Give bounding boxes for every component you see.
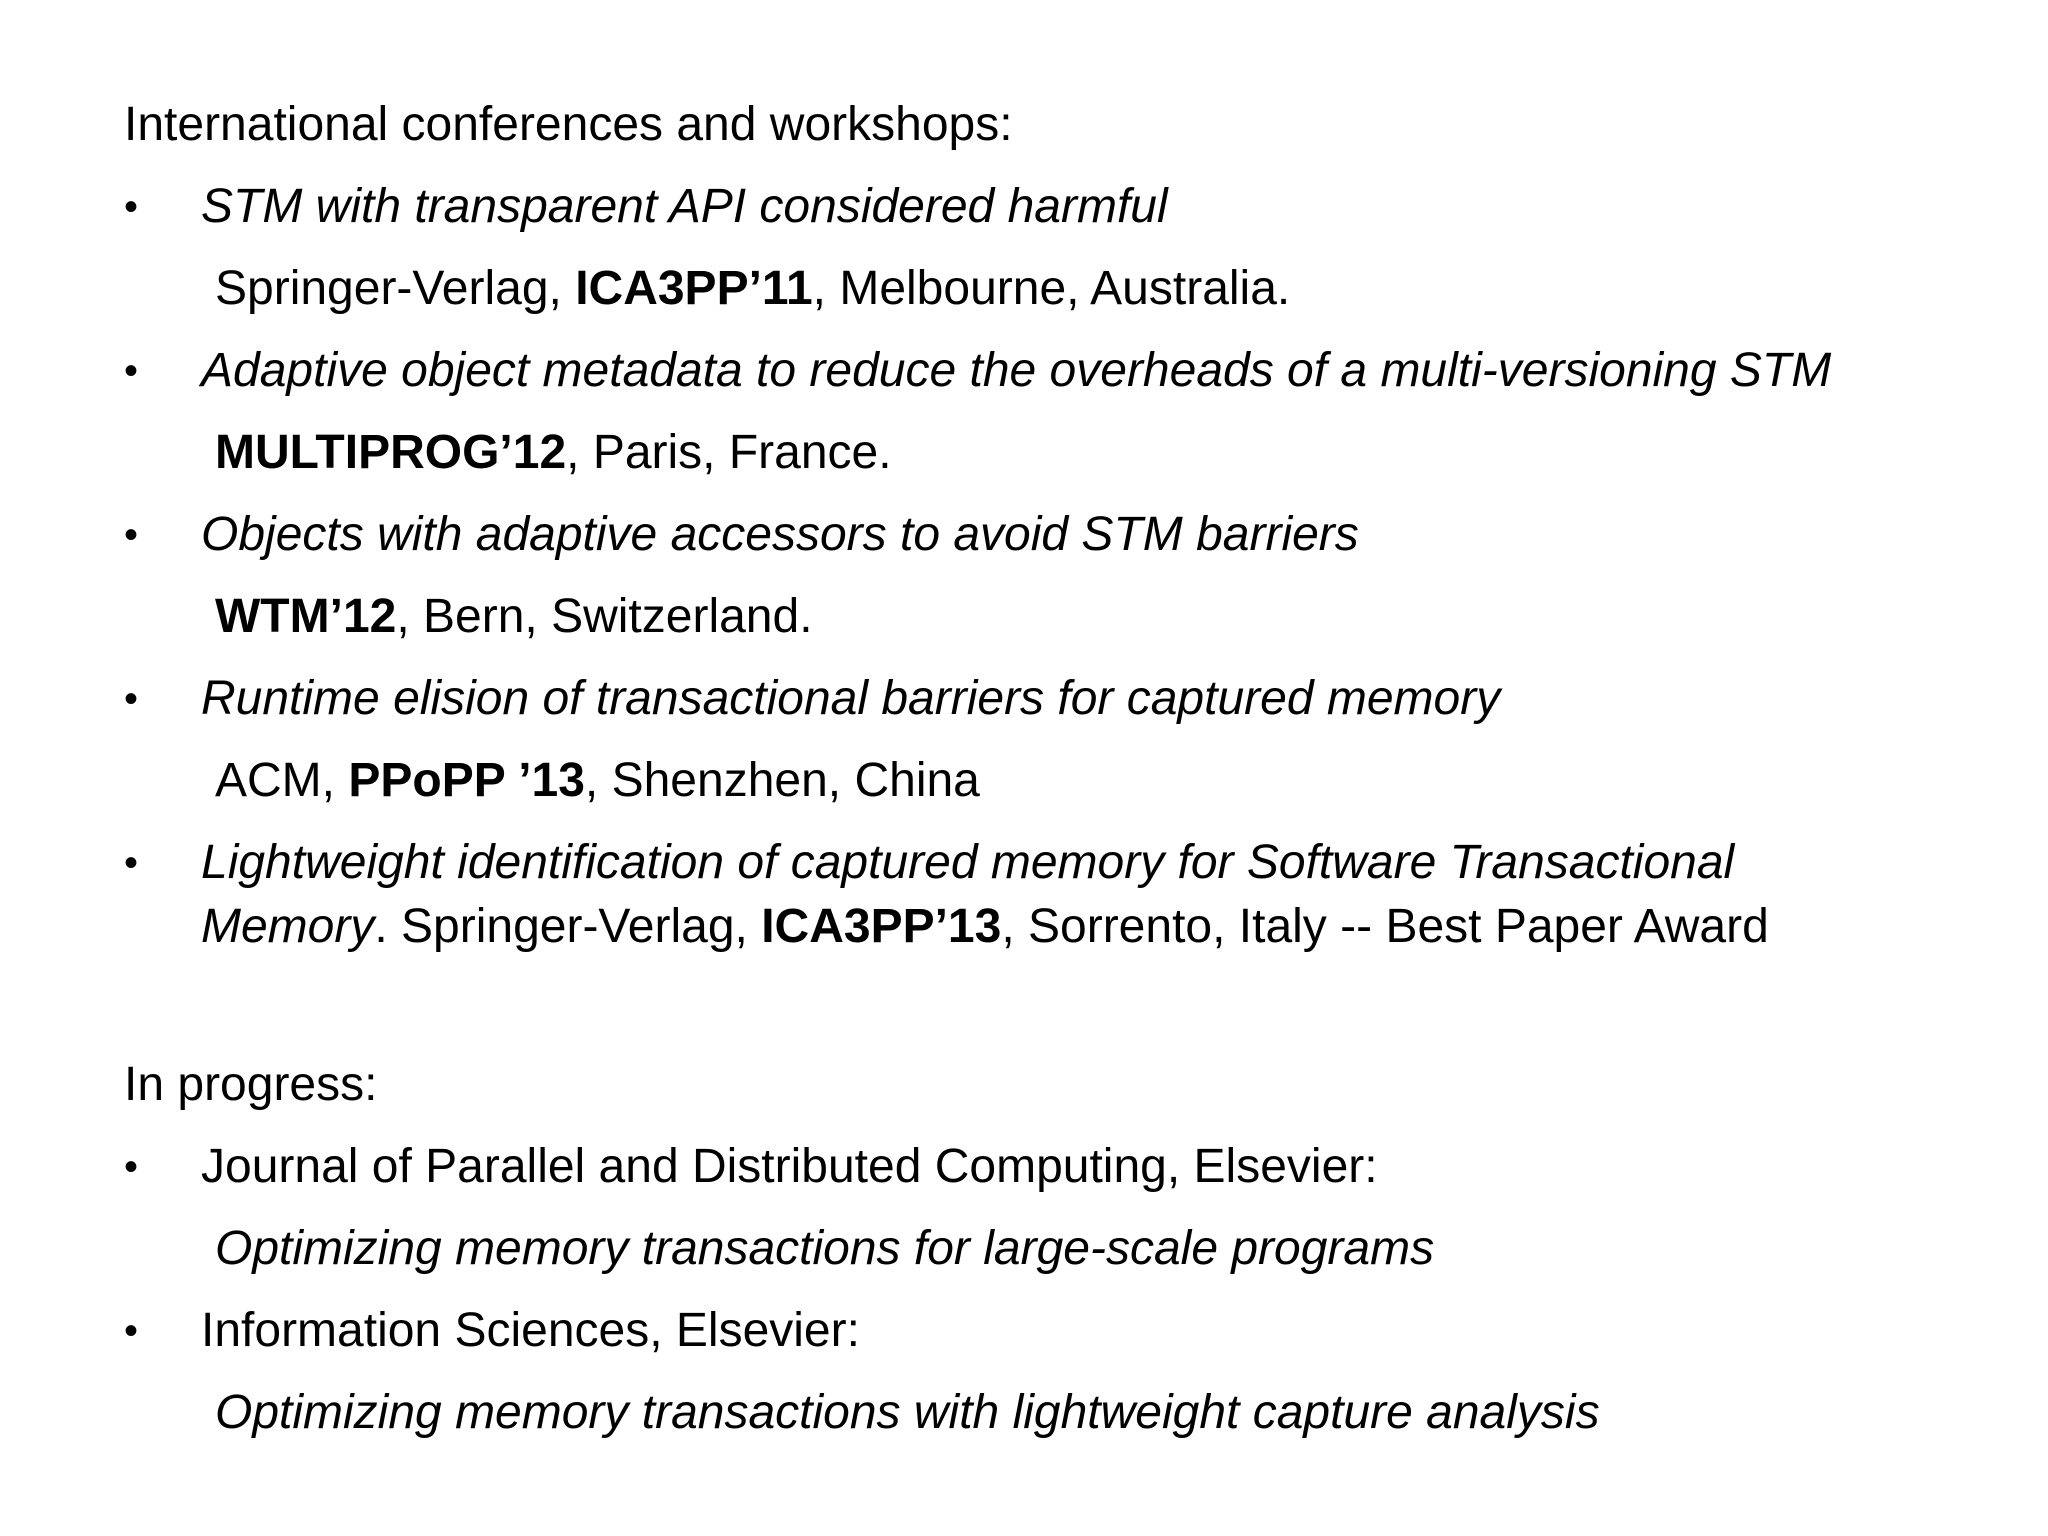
publication-item [124, 166, 2004, 330]
venue-location: , Melbourne, Australia. [812, 262, 1291, 315]
section-gap [124, 962, 2004, 1044]
venue-name: PPoPP ’13 [348, 754, 585, 807]
slide-content [124, 84, 2004, 1454]
journal-name: Information Sciences, Elsevier: [201, 1304, 860, 1357]
publication-title: Objects with adaptive accessors to avoid STM barriers [201, 508, 1359, 561]
publication-venue-line [201, 892, 2004, 962]
bullet: • [124, 1145, 139, 1189]
publication-title: Lightweight identification of captured memory for Software Transactional [201, 836, 1735, 889]
in-progress-item [124, 1126, 2004, 1290]
publisher: Springer-Verlag, [215, 262, 576, 315]
bullet: • [124, 1309, 139, 1353]
publisher: ACM, [215, 754, 349, 807]
journal-name: Journal of Parallel and Distributed Computing, Elsevier: [201, 1140, 1378, 1193]
venue-name: ICA3PP’11 [575, 262, 813, 315]
publication-venue-line [201, 576, 2004, 658]
bullet: • [124, 677, 139, 721]
publication-item [124, 494, 2004, 658]
publication-venue-line [201, 740, 2004, 822]
venue-name: MULTIPROG’12 [215, 426, 567, 479]
venue-name: ICA3PP’13 [761, 900, 1002, 953]
paper-title: Optimizing memory transactions with lightweight capture analysis [215, 1386, 1600, 1439]
publication-title: Runtime elision of transactional barriers for captured memory [201, 672, 1501, 725]
bullet: • [124, 349, 139, 393]
bullet: • [124, 185, 139, 229]
in-progress-item [124, 1290, 2004, 1454]
publication-title: STM with transparent API considered harmful [201, 180, 1168, 233]
publisher: . Springer-Verlag, [374, 900, 762, 953]
venue-name: WTM’12 [215, 590, 397, 643]
publication-item [124, 658, 2004, 822]
venue-location-award: , Sorrento, Italy -- Best Paper Award [1001, 900, 1769, 953]
venue-location: , Paris, France. [566, 426, 892, 479]
paper-title: Optimizing memory transactions for large-scale programs [215, 1222, 1435, 1275]
publication-title-continued: Memory [201, 900, 375, 953]
publication-item [124, 822, 2004, 962]
venue-location: , Bern, Switzerland. [396, 590, 813, 643]
in-progress-heading: In progress: [124, 1058, 378, 1111]
conferences-heading: International conferences and workshops: [124, 98, 1013, 151]
bullet: • [124, 841, 139, 885]
publication-venue-line [201, 412, 2004, 494]
venue-location: , Shenzhen, China [584, 754, 980, 807]
publication-title: Adaptive object metadata to reduce the overheads of a multi-versioning STM [201, 344, 1832, 397]
publication-venue-line [201, 248, 2004, 330]
bullet: • [124, 513, 139, 557]
publication-item [124, 330, 2004, 494]
